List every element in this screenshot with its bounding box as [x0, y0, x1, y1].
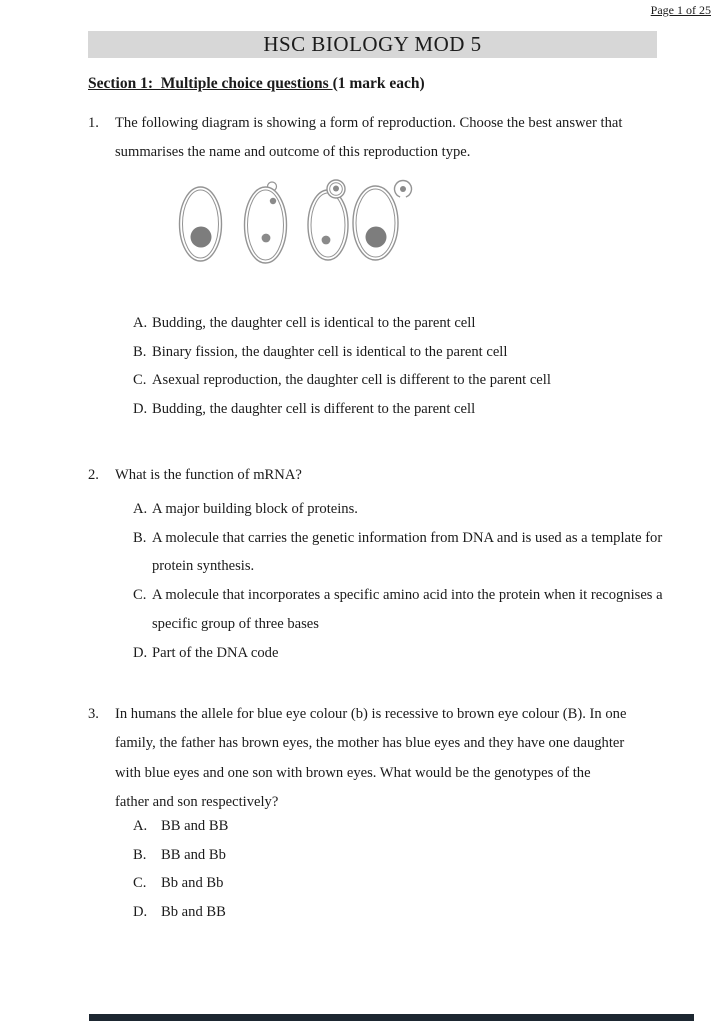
- cell-stage-1: [180, 187, 222, 261]
- bottom-page-divider: [89, 1014, 694, 1021]
- section-heading-underlined: Section 1: Multiple choice questions: [88, 75, 333, 92]
- option-text: BB and BB: [161, 818, 229, 834]
- cell-stage-3: [308, 180, 348, 260]
- option-letter: A.: [133, 315, 148, 331]
- option-row-a: [133, 309, 667, 338]
- option-row-c: [133, 366, 667, 395]
- budding-cells-illustration: [176, 175, 432, 275]
- option-text: A major building block of proteins.: [152, 501, 358, 517]
- question-number: 3.: [88, 706, 99, 722]
- option-row-a: [133, 812, 676, 841]
- question-text: In humans the allele for blue eye colour (b) is recessive to brown eye colour (B). In one family, the father has brown eyes, the mother has blue eyes and they have one daughter with blue eyes and one son with brown eyes. What would be the genotypes of the father and son respectively?: [115, 706, 627, 811]
- option-text: Part of the DNA code: [152, 644, 279, 661]
- option-letter: B.: [133, 529, 147, 546]
- option-row-c: [133, 581, 667, 638]
- question-1-options: [133, 309, 667, 424]
- option-letter: C.: [133, 875, 147, 892]
- option-text: A molecule that carries the genetic information from DNA and is used as a template for protein synthesis.: [152, 529, 663, 575]
- option-letter: B.: [133, 343, 147, 360]
- option-letter: D.: [133, 644, 148, 661]
- question-number: 1.: [88, 115, 99, 131]
- cell-stage-4: [353, 181, 412, 260]
- option-row-b: [133, 524, 667, 581]
- option-text: Budding, the daughter cell is identical to the parent cell: [152, 315, 476, 331]
- question-text: What is the function of mRNA?: [115, 467, 302, 483]
- option-text: Asexual reproduction, the daughter cell is different to the parent cell: [152, 372, 551, 389]
- option-letter: A.: [133, 818, 148, 834]
- question-2: [88, 461, 627, 490]
- title-banner: [88, 31, 657, 58]
- option-text: BB and Bb: [161, 846, 226, 863]
- option-letter: D.: [133, 904, 148, 921]
- budding-diagram: [176, 175, 432, 280]
- question-number: 2.: [88, 467, 99, 483]
- option-row-d: [133, 395, 667, 424]
- option-letter: A.: [133, 501, 148, 517]
- question-2-options: [133, 495, 667, 667]
- option-text: Bb and Bb: [161, 875, 224, 892]
- option-row-c: [133, 869, 676, 898]
- option-row-d: [133, 898, 676, 927]
- option-row-b: [133, 338, 667, 367]
- page-title: HSC BIOLOGY MOD 5: [263, 32, 482, 56]
- question-3-options: [133, 812, 676, 927]
- option-letter: B.: [133, 846, 147, 863]
- option-text: Binary fission, the daughter cell is identical to the parent cell: [152, 343, 508, 360]
- question-1: [88, 109, 627, 168]
- option-row-d: [133, 639, 667, 668]
- option-letter: D.: [133, 401, 148, 418]
- option-row-b: [133, 841, 676, 870]
- page-number: Page 1 of 25: [650, 3, 711, 17]
- option-row-a: [133, 495, 667, 524]
- section-heading-suffix: (1 mark each): [332, 75, 425, 92]
- section-heading: [88, 75, 425, 93]
- option-letter: C.: [133, 372, 147, 389]
- question-text: The following diagram is showing a form of reproduction. Choose the best answer that summarises the name and outcome of this reproduction type.: [115, 115, 623, 161]
- cell-stage-2: [245, 182, 287, 263]
- option-letter: C.: [133, 587, 147, 604]
- option-text: A molecule that incorporates a specific amino acid into the protein when it recognises a specific group of three bases: [152, 587, 663, 632]
- option-text: Bb and BB: [161, 904, 226, 921]
- option-text: Budding, the daughter cell is different to the parent cell: [152, 401, 476, 418]
- question-3: [88, 700, 627, 818]
